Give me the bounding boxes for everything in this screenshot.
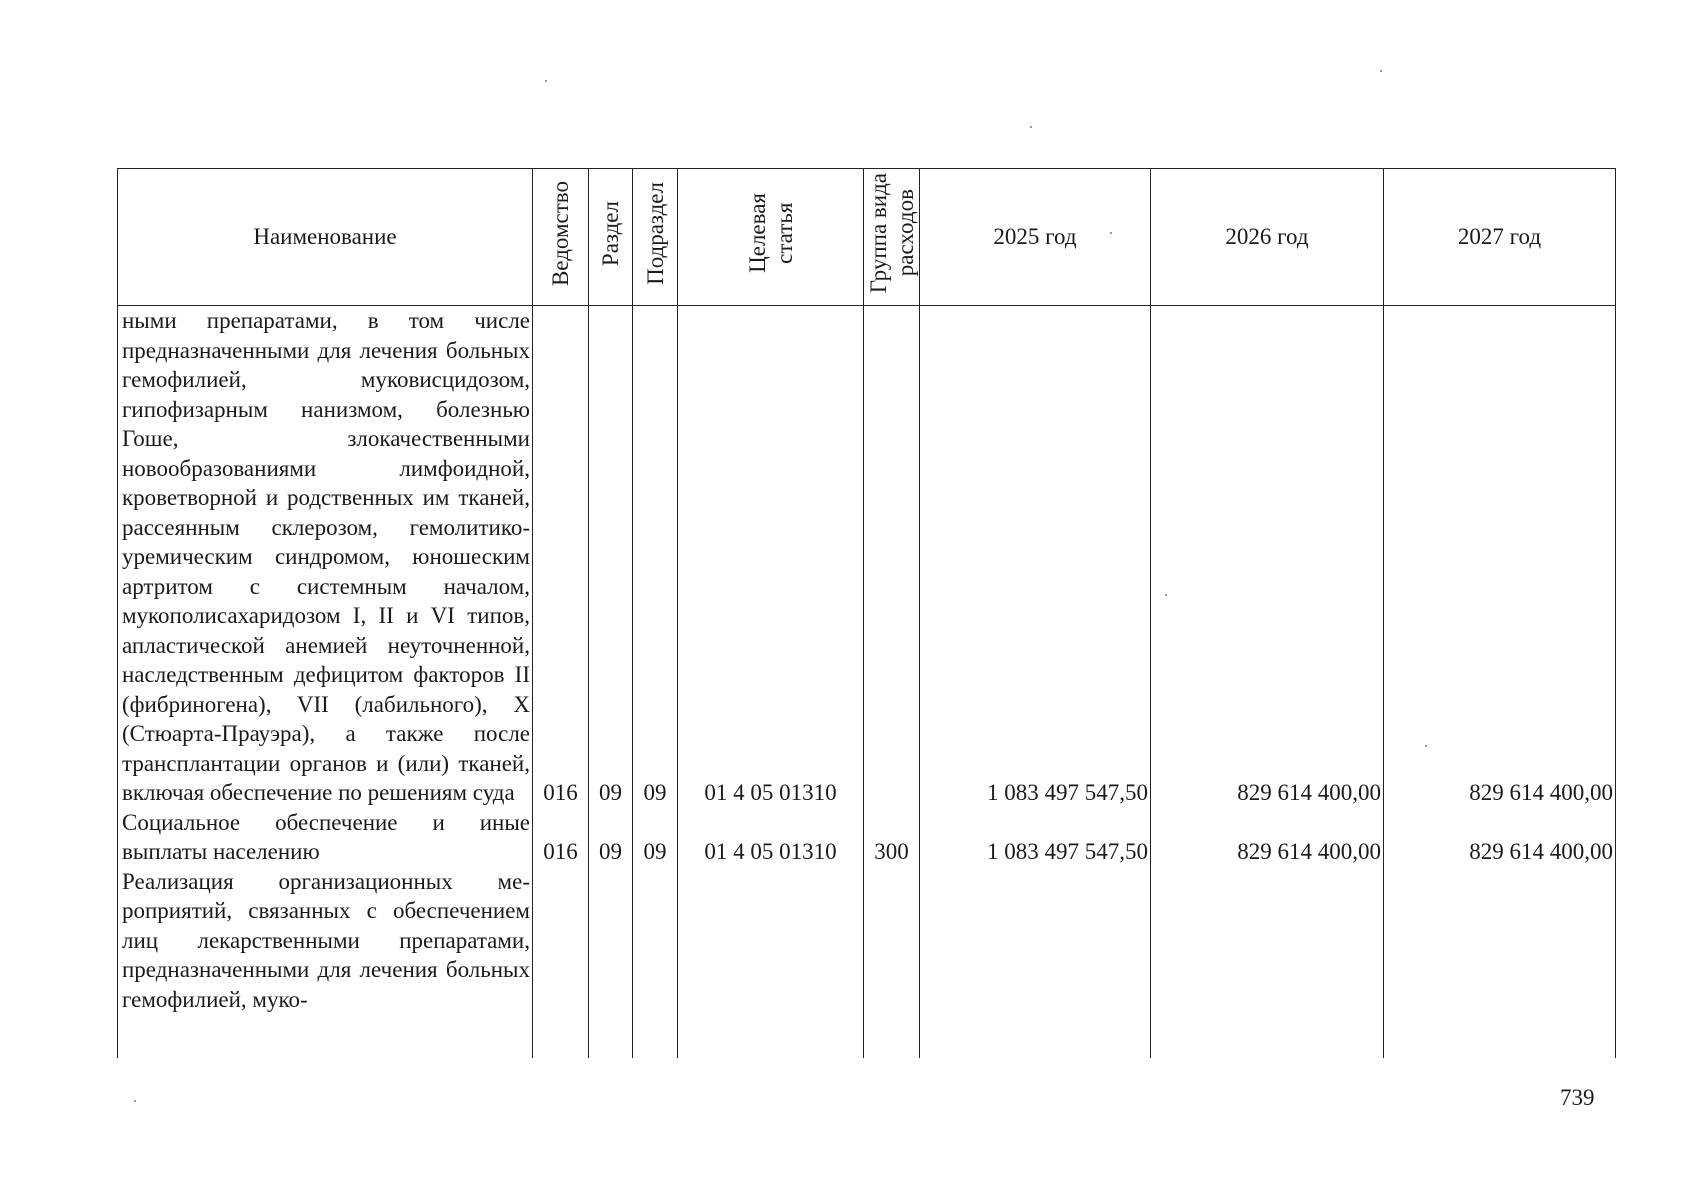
header-podrazdel [633, 169, 678, 306]
row-podrazdel: 09 [633, 306, 678, 808]
header-vedomstvo-text: Ведомство [548, 180, 573, 286]
row-celevaya: 01 4 05 01310 [678, 306, 864, 808]
tail-cell [864, 1014, 920, 1058]
tail-cell [678, 1014, 864, 1058]
row-razdel [589, 867, 633, 1015]
header-2025-text: 2025 год [993, 224, 1077, 250]
tail-cell [589, 1014, 633, 1058]
scan-speck [1030, 126, 1032, 128]
header-2027-text: 2027 год [1457, 224, 1542, 250]
row-podrazdel: 09 [633, 808, 678, 867]
scan-speck [1165, 594, 1167, 596]
row-gruppa: 300 [864, 808, 920, 867]
row-2025 [920, 867, 1151, 1015]
table-header-row [118, 169, 1616, 306]
row-2026: 829 614 400,00 [1151, 306, 1384, 808]
header-gruppa [864, 169, 920, 306]
tail-cell [920, 1014, 1151, 1058]
row-vedomstvo: 016 [533, 808, 589, 867]
tail-cell [1384, 1014, 1616, 1058]
row-name: ными препаратами, в том числе предназначенными для лечения больных гемофилией, муковисцидозом, гипофизарным нанизмом, болезнью Гоше, злокачественными новообразованиями лимфоидной, кроветворной и родственных им тканей, рассеянным склерозом, гемолитико-уремическим синдромом, юношеским артритом с системным началом, мукополисахаридозом I, II и VI типов, апластической анемией неуточненной, наследственным дефицитом факторов II (фибриногена), VII (лабильного), X (Стюарта-Прауэра), а также после трансплантации органов и (или) тканей, включая обеспечение по решениям суда [118, 306, 533, 808]
scan-speck [134, 1100, 136, 1102]
scan-speck [1380, 70, 1382, 72]
header-gruppa-line1: Группа вида [865, 173, 891, 294]
row-2026: 829 614 400,00 [1151, 808, 1384, 867]
header-celevaya [678, 169, 864, 306]
row-2026 [1151, 867, 1384, 1015]
row-2025: 1 083 497 547,50 [920, 808, 1151, 867]
scan-speck [1110, 232, 1112, 234]
header-gruppa-line2: расходов [892, 189, 918, 277]
budget-table [117, 168, 1616, 1058]
row-celevaya: 01 4 05 01310 [678, 808, 864, 867]
header-2025 [920, 169, 1151, 306]
header-2026 [1151, 169, 1384, 306]
row-2025: 1 083 497 547,50 [920, 306, 1151, 808]
header-2026-text: 2026 год [1225, 224, 1309, 250]
header-2027 [1384, 169, 1616, 306]
header-vedomstvo [533, 169, 589, 306]
row-celevaya [678, 867, 864, 1015]
table-row [118, 306, 1616, 808]
header-celevaya-line2: статья [771, 202, 797, 264]
row-razdel: 09 [589, 306, 633, 808]
row-podrazdel [633, 867, 678, 1015]
row-2027: 829 614 400,00 [1384, 808, 1616, 867]
scan-speck [545, 80, 547, 82]
row-gruppa [864, 306, 920, 808]
scan-speck [1425, 745, 1427, 747]
table-row [118, 808, 1616, 867]
row-2027 [1384, 867, 1616, 1015]
table-row [118, 867, 1616, 1015]
row-vedomstvo: 016 [533, 306, 589, 808]
header-celevaya-text [744, 193, 798, 273]
header-podrazdel-text: Подраздел [642, 181, 668, 285]
tail-cell [1151, 1014, 1384, 1058]
row-2027: 829 614 400,00 [1384, 306, 1616, 808]
row-name: Реализация организационных мероприятий, связанных с обеспечением лиц лекарственными препаратами, предназначенными для лечения больных гемофилией, муко- [118, 867, 533, 1015]
row-gruppa [864, 867, 920, 1015]
header-name-text: Наименование [253, 224, 397, 250]
row-vedomstvo [533, 867, 589, 1015]
header-celevaya-line1: Целевая [744, 193, 770, 274]
row-razdel: 09 [589, 808, 633, 867]
table-tail-row [118, 1014, 1616, 1058]
tail-cell [118, 1014, 533, 1058]
tail-cell [633, 1014, 678, 1058]
page-number: 739 [1560, 1085, 1595, 1110]
tail-cell [533, 1014, 589, 1058]
header-name [118, 169, 533, 306]
row-name: Социальное обеспечение и иные выплаты населению [118, 808, 533, 867]
header-gruppa-text [865, 173, 919, 293]
header-razdel [589, 169, 633, 306]
header-razdel-text: Раздел [598, 200, 623, 266]
